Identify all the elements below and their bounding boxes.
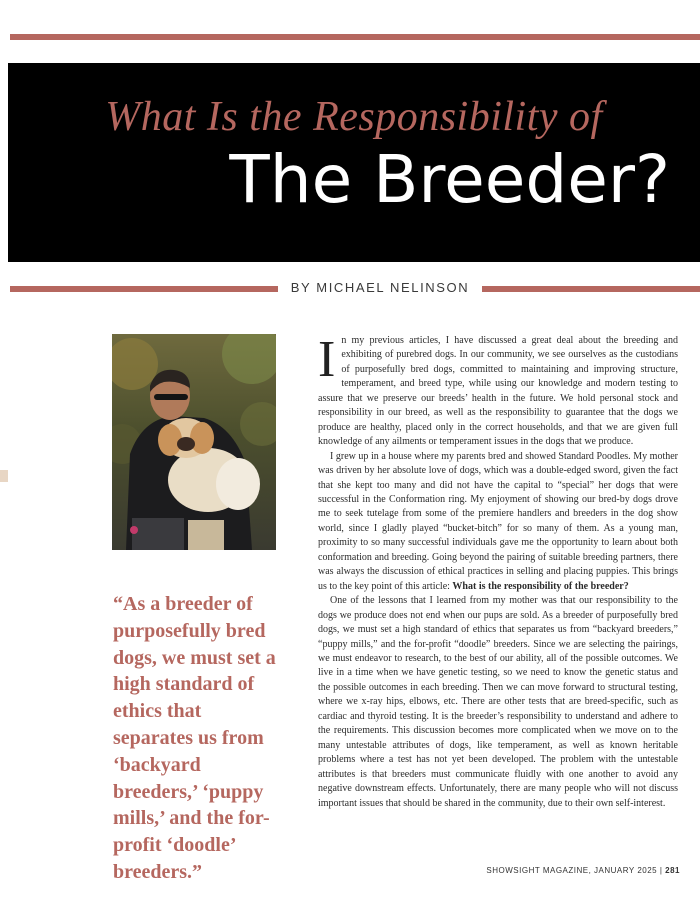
key-question: What is the responsibility of the breeder? bbox=[452, 580, 629, 592]
edge-mark bbox=[0, 470, 8, 482]
page-footer bbox=[486, 866, 680, 875]
byline-rule-right bbox=[482, 286, 700, 292]
title-italic: What Is the Responsibility of bbox=[105, 94, 603, 140]
footer-text: SHOWSIGHT MAGAZINE, JANUARY 2025 | bbox=[486, 866, 666, 875]
pull-quote: “As a breeder of purposefully bred dogs, we must set a high standard of ethics that separates us from ‘backyard breeders,’ ‘puppy mills,’ and the for-profit ‘doodle’ breeders.” bbox=[113, 593, 276, 883]
title-banner bbox=[8, 63, 700, 262]
drop-cap: I bbox=[318, 331, 336, 388]
page-title: The Breeder? bbox=[229, 141, 670, 218]
byline: BY MICHAEL NELINSON bbox=[290, 280, 470, 295]
top-rule bbox=[10, 34, 700, 40]
article-paragraph-2: I grew up in a house where my parents bred and showed Standard Poodles. My mother was driven by her absolute love of dogs, which was a double-edged sword, given the fact that she kept too many and did not have the capital to “special” her dogs that were successful in the Conformation ring. My enjoyment of showing our bred-by dogs drove me to seek tutelage from some of the premiere handlers and breeders in the dog show world, since I gladly played “bucket-bitch” for so many of them. As a young man, proximity to so many successful individuals gave me the opportunity to learn about both conformation and breeding. Going beyond the pairing of suitable breeding partners, there was always the discussion of ethical practices in selling and placing puppies. This brings us to the key point of this article: What is the responsibility of the breeder? bbox=[318, 450, 678, 592]
article-body bbox=[318, 331, 678, 811]
page-number: 281 bbox=[665, 866, 680, 875]
byline-rule-left bbox=[10, 286, 278, 292]
article-paragraph-3: One of the lessons that I learned from my mother was that our responsibility to the dogs we produce does not end when our pups are sold. As a breeder of purposefully bred dogs, we must set a high standard of ethics that separates us from “backyard breeders,” “puppy mills,” and the for-profit “doodle” breeders. Since we are selecting the pairings, we must endeavor to research, to the best of our ability, all of the possible outcomes. We live in a time when we have genetic testing, so we need to know the genetic status and the possible outcomes in each breeding. Then we can move forward to structural testing, where we x-ray hips, elbows, etc. There are other tests that are breed-specific, such as cardiac and thyroid testing. It is the breeder’s responsibility to understand and adhere to the requirements. This discussion becomes more complicated when we move on to the many untestable attributes of dogs, like temperament, as well as known heritable problems where a test has not yet been developed. The problem with the untestable attributes is that breeders must communicate fluidly with one another to avoid any negative downstream effects. Unfortunately, there are many people who will not discuss important issues that should be shared in the community, due to their own self-interest. bbox=[318, 595, 678, 809]
article-paragraph-1: In my previous articles, I have discussed a great deal about the breeding and exhibiting of purebred dogs. In our community, we see ourselves as the custodians of purposefully bred dogs, committed to maintaining and improving structure, temperament, and breed type, while using our knowledge and modern testing to assure that we preserve our breeds’ health in the future. We hold personal stock and responsibility in our breed, as well as the responsibility to guarantee that the dogs we produce are healthy, placed only in the correct households, and that we are given full knowledge of any ailments or temperament issues in the dogs that we produce. bbox=[318, 331, 678, 448]
author-with-dog-photo bbox=[112, 334, 276, 550]
